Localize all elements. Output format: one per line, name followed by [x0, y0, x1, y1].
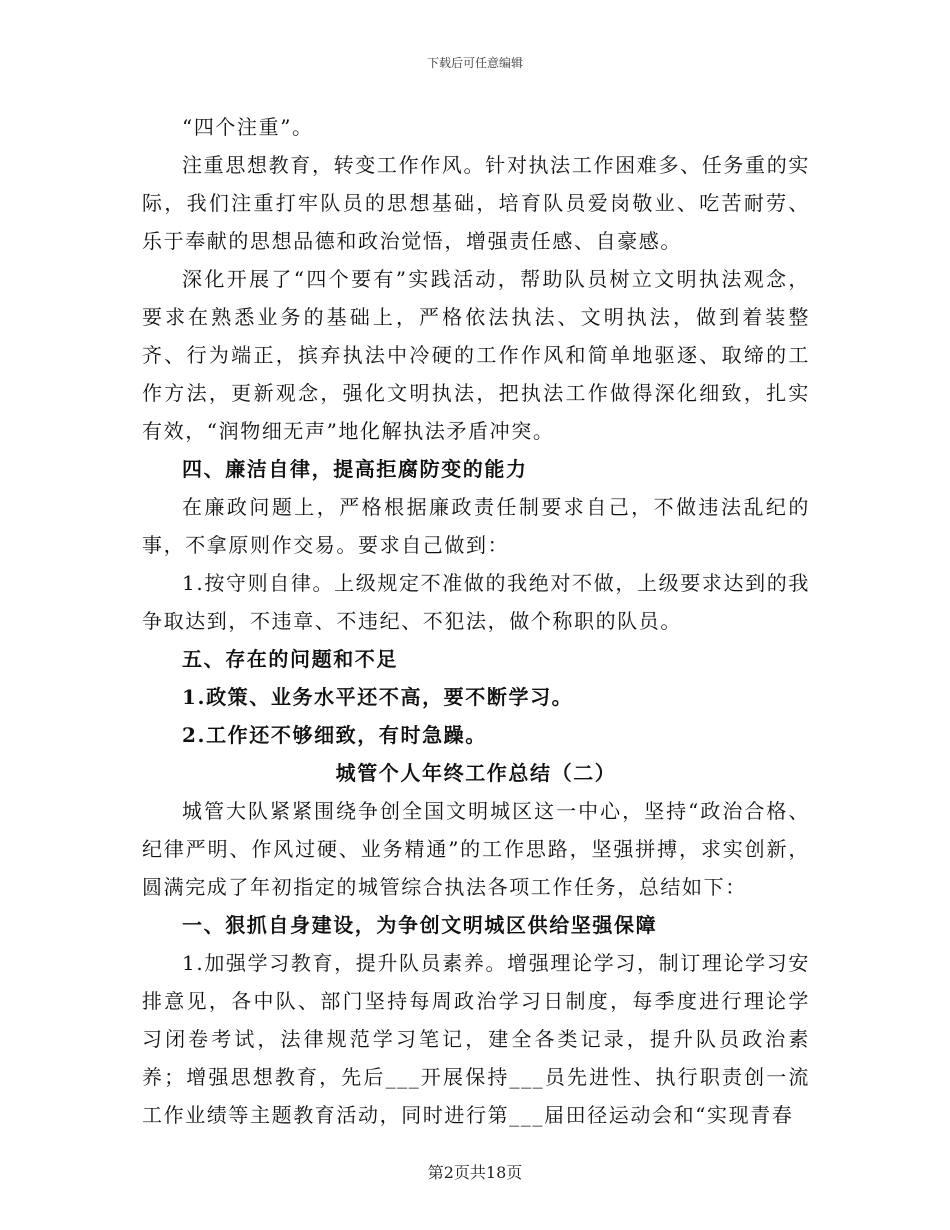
paragraph-integrity-requirements: 在廉政问题上，严格根据廉政责任制要求自己，不做违法乱纪的事，不拿原则作交易。要求自己做到：: [142, 495, 810, 557]
paragraph-self-discipline-item: 1.按守则自律。上级规定不准做的我绝对不做，上级要求达到的我争取达到，不违章、不违纪、不犯法，做个称职的队员。: [142, 571, 810, 633]
paragraph-summary-intro: 城管大队紧紧围绕争创全国文明城区这一中心，坚持“政治合格、纪律严明、作风过硬、业务精通”的工作思路，坚强拼搏，求实创新，圆满完成了年初指定的城管综合执法各项工作任务，总结如下：: [142, 799, 810, 899]
problem-item-1: 1.政策、业务水平还不高，要不断学习。: [182, 685, 574, 709]
page-header-note: 下载后可任意编辑: [426, 56, 523, 70]
document-subtitle: 城管个人年终工作总结（二）: [335, 761, 617, 785]
paragraph-ideological-education: 注重思想教育，转变工作作风。针对执法工作困难多、任务重的实际，我们注重打牢队员的思想基础，培育队员爱岗敬业、吃苦耐劳、乐于奉献的思想品德和政治觉悟，增强责任感、自豪感。: [142, 153, 810, 253]
page-footer-number: 第2页共18页: [427, 1163, 523, 1182]
paragraph-four-emphases-intro: “四个注重”。: [182, 115, 314, 139]
document-body: [142, 108, 810, 1134]
section-heading-integrity: 四、廉洁自律，提高拒腐防变的能力: [182, 457, 528, 481]
section-heading-self-building: 一、狠抓自身建设，为争创文明城区供给坚强保障: [182, 913, 658, 937]
paragraph-four-musts-practice: 深化开展了“四个要有”实践活动，帮助队员树立文明执法观念，要求在熟悉业务的基础上，严格依法执法、文明执法，做到着装整齐、行为端正，摈弃执法中冷硬的工作作风和简单地驱逐、取缔的工作方法，更新观念，强化文明执法，把执法工作做得深化细致，扎实有效，“润物细无声”地化解执法矛盾冲突。: [142, 267, 810, 443]
section-heading-problems: 五、存在的问题和不足: [182, 647, 398, 671]
problem-item-2: 2.工作还不够细致，有时急躁。: [182, 723, 487, 747]
paragraph-study-education: 1.加强学习教育，提升队员素养。增强理论学习，制订理论学习安排意见，各中队、部门坚持每周政治学习日制度，每季度进行理论学习闭卷考试，法律规范学习笔记，建全各类记录，提升队员政治素养；增强思想教育，先后___开展保持___员先进性、执行职责创一流工作业绩等主题教育活动，同时进行第___届田径运动会和“实现青春: [142, 951, 810, 1127]
